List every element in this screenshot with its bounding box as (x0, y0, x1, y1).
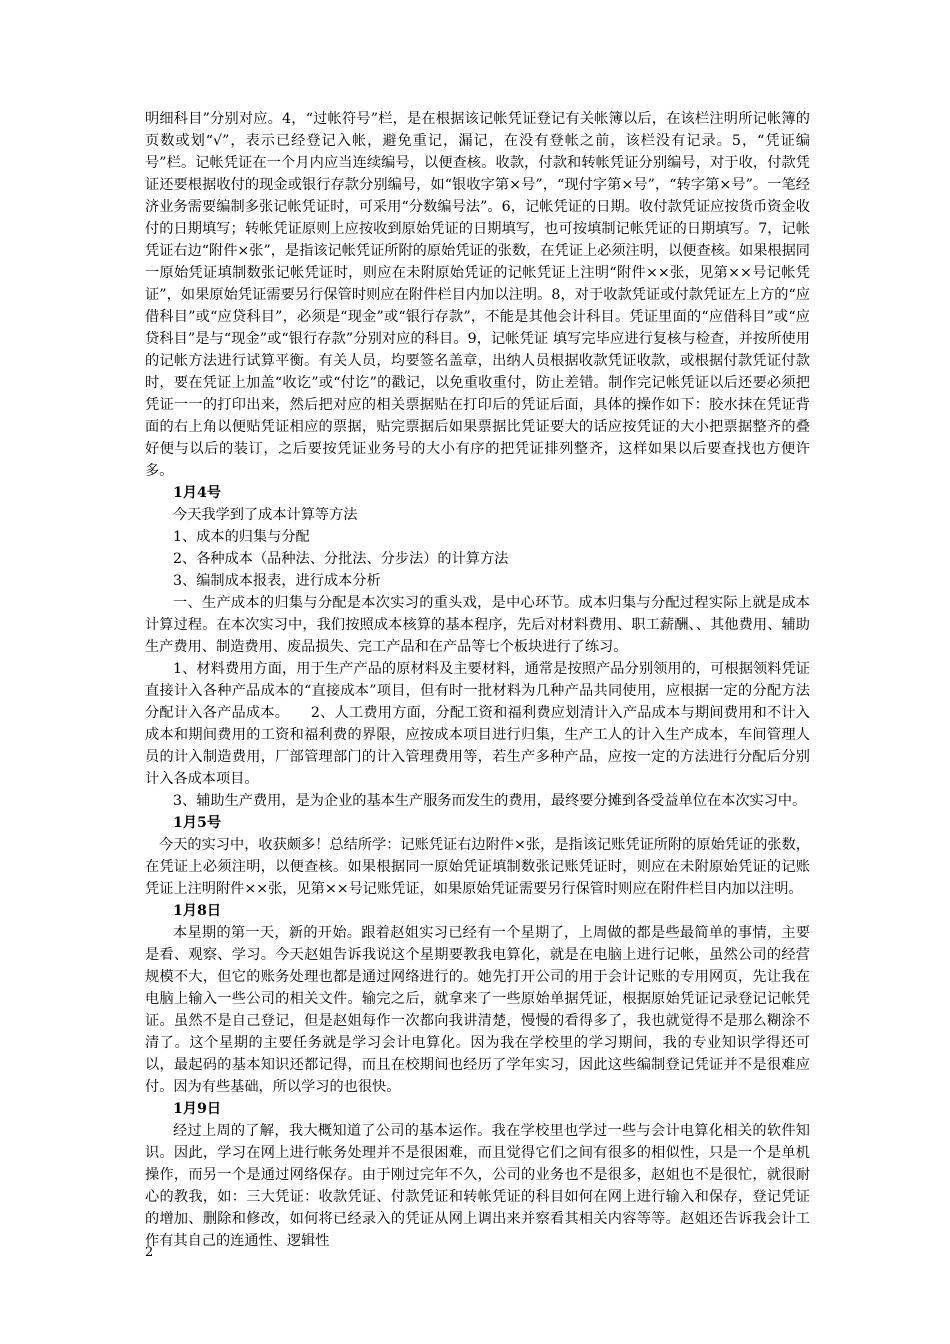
paragraph-production-cost: 一、生产成本的归集与分配是本次实习的重头戏，是中心环节。成本归集与分配过程实际上就是成本计算过程。在本次实习中，我们按照成本核算的基本程序，先后对材料费用、职工薪酬、、其他费用、辅助生产费用、制造费用、废品损失、完工产品和在产品等七个板块进行了练习。 (145, 595, 810, 655)
heading-jan-4: 1月4号 (173, 485, 222, 501)
paragraph-jan4-intro: 今天我学到了成本计算等方法 (173, 507, 358, 523)
paragraph-jan8-diary: 本星期的第一天，新的开始。跟着赵姐实习已经有一个星期了，上周做的都是些最简单的事情，主要是看、观察、学习。今天赵姐告诉我说这个星期要教我电算化，就是在电脑上进行记帐，虽然公司的经营规模不大，但它的账务处理也都是通过网络进行的。她先打开公司的用于会计记账的专用网页，先让我在电脑上输入一些公司的相关文件。输完之后，就拿来了一些原始单据凭证，根据原始凭证记录登记记帐凭证。虽然不是自己登记，但是赵姐每作一次都向我讲清楚，慢慢的看得多了，我也就觉得不是那么糊涂不清了。这个星期的主要任务就是学习会计电算化。因为我在学校里的学习期间，我的专业知识学得还可以，最起码的基本知识还都记得，而且在校期间也经历了学年实习，因此这些编制登记凭证并不是很难应付。因为有些基础，所以学习的也很快。 (145, 925, 810, 1095)
paragraph-jan5-summary: 今天的实习中，收获颇多！总结所学：记账凭证右边附件×张，是指该记账凭证所附的原始凭证的张数，在凭证上必须注明，以便查核。如果根据同一原始凭证填制数张记账凭证时，则应在未附原始凭证的记账凭证上注明附件××张，见第××号记账凭证，如果原始凭证需要另行保管时则应在附件栏目内加以注明。 (145, 837, 810, 897)
list-item-cost-methods: 2、各种成本（品种法、分批法、分步法）的计算方法 (173, 551, 509, 567)
list-item-cost-allocation: 1、成本的归集与分配 (173, 529, 310, 545)
paragraph-jan9-diary: 经过上周的了解，我大概知道了公司的基本运作。我在学校里也学过一些与会计电算化相关的软件知识。因此，学习在网上进行帐务处理并不是很困难，而且觉得它们之间有很多的相似性，只是一个是单机操作，而另一个是通过网络保存。由于刚过完年不久，公司的业务也不是很多，赵姐也不是很忙，就很耐心的教我，如：三大凭证：收款凭证、付款凭证和转帐凭证的科目如何在网上进行输入和保存，登记凭证的增加、删除和修改，如何将已经录入的凭证从网上调出来并察看其相关内容等等。赵姐还告诉我会计工作有其自己的连通性、逻辑性 (145, 1123, 810, 1249)
paragraph-auxiliary-cost: 3、辅助生产费用，是为企业的基本生产服务而发生的费用，最终要分摊到各受益单位在本次实习中。 (173, 793, 807, 809)
heading-jan-5: 1月5号 (173, 815, 222, 831)
page-number: 2 (145, 1245, 154, 1260)
document-body (145, 108, 810, 1252)
heading-jan-8: 1月8日 (173, 903, 222, 919)
paragraph-material-labor-cost: 1、材料费用方面，用于生产产品的原材料及主要材料，通常是按照产品分别领用的，可根据领料凭证直接计入各种产品成本的“直接成本”项目，但有时一批材料为几种产品共同使用，应根据一定的分配方法分配计入各产品成本。 2、人工费用方面，分配工资和福利费应划清计入产品成本与期间费用和不计入成本和期间费用的工资和福利费的界限，应按成本项目进行归集，生产工人的计入生产成本，车间管理人员的计入制造费用，厂部管理部门的计入管理费用等，若生产多种产品，应按一定的方法进行分配后分别计入各成本项目。 (145, 661, 810, 787)
paragraph-voucher-rules: 明细科目”分别对应。4，“过帐符号”栏，是在根据该记帐凭证登记有关帐簿以后，在该栏注明所记帐簿的页数或划“√”，表示已经登记入帐，避免重记，漏记，在没有登帐之前，该栏没有记录。5，“凭证编号”栏。记帐凭证在一个月内应当连续编号，以便查核。收款，付款和转帐凭证分别编号，对于收，付款凭证还要根据收付的现金或银行存款分别编号，如“银收字第×号”，“现付字第×号”，“转字第×号”。一笔经济业务需要编制多张记帐凭证时，可采用“分数编号法”。6，记帐凭证的日期。收付款凭证应按货币资金收付的日期填写；转帐凭证原则上应按收到原始凭证的日期填写，也可按填制记帐凭证的日期填写。7，记帐凭证右边“附件×张”，是指该记帐凭证所附的原始凭证的张数，在凭证上必须注明，以便查核。如果根据同一原始凭证填制数张记帐凭证时，则应在未附原始凭证的记帐凭证上注明“附件××张，见第××号记帐凭证”，如果原始凭证需要另行保管时则应在附件栏目内加以注明。8，对于收款凭证或付款凭证左上方的“应借科目”或“应贷科目”，必须是“现金”或“银行存款”，不能是其他会计科目。凭证里面的“应借科目”或“应贷科目”是与“现金”或“银行存款”分别对应的科目。9，记帐凭证 填写完毕应进行复核与检查，并按所使用的记帐方法进行试算平衡。有关人员，均要签名盖章，出纳人员根据收款凭证收款，或根据付款凭证付款时，要在凭证上加盖“收讫”或“付讫”的戳记，以免重收重付，防止差错。制作完记帐凭证以后还要必须把凭证一一的打印出来，然后把对应的相关票据贴在打印后的凭证后面，具体的操作如下：胶水抹在凭证背面的右上角以便贴凭证相应的票据，贴完票据后如果票据比凭证要大的话应按凭证的大小把票据整齐的叠好便与以后的装订，之后要按凭证业务号的大小有序的把凭证排列整齐，这样如果以后要查找也方便许多。 (145, 111, 810, 479)
heading-jan-9: 1月9日 (173, 1101, 222, 1117)
list-item-cost-report: 3、编制成本报表，进行成本分析 (173, 573, 381, 589)
